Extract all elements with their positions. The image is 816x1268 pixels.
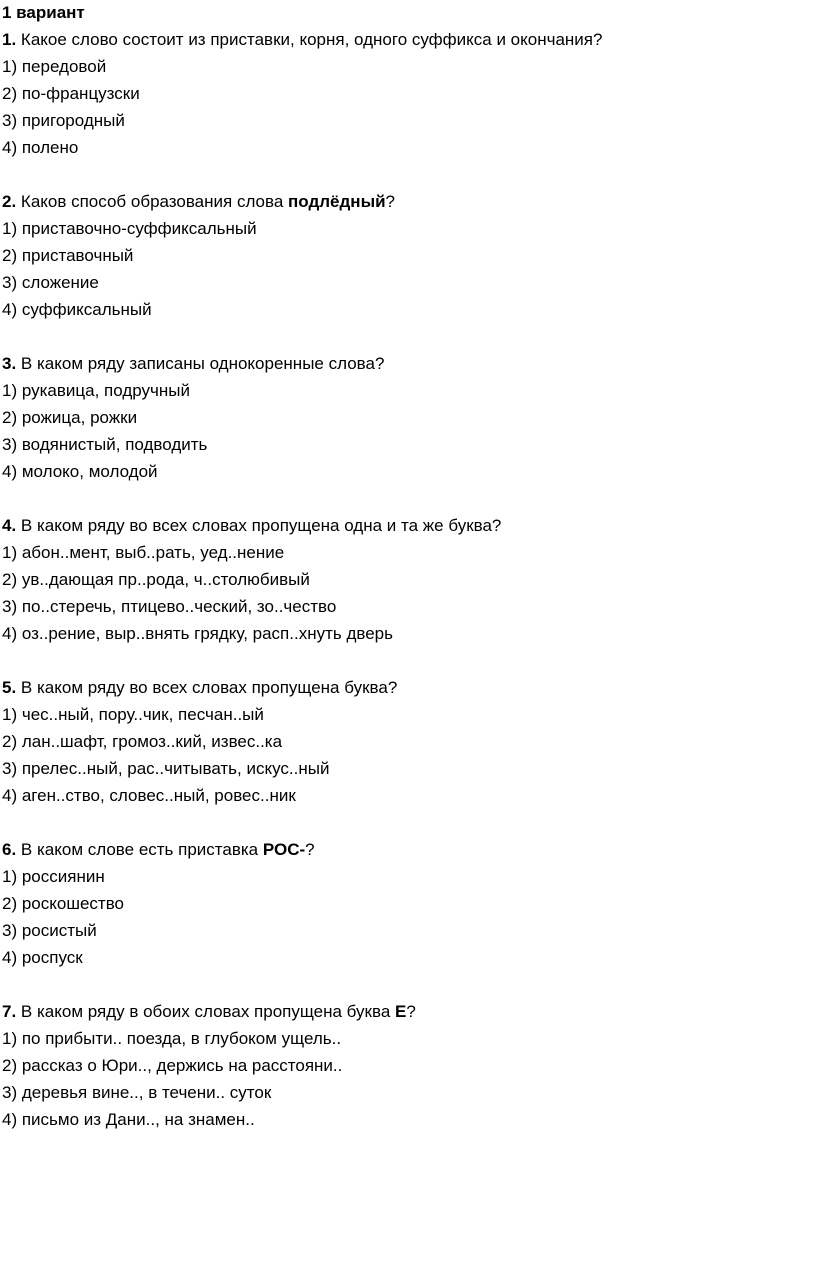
answer-option: 4) оз..рение, выр..внять грядку, расп..хнуть дверь <box>2 624 393 643</box>
spacer <box>2 971 816 998</box>
variant-title: 1 вариант <box>2 3 85 22</box>
question-number: 3. <box>2 354 17 373</box>
question-prompt: В каком ряду во всех словах пропущена буква? <box>16 678 398 697</box>
question-prompt-end: ? <box>406 1002 416 1021</box>
spacer <box>2 161 816 188</box>
answer-option: 3) водянистый, подводить <box>2 435 208 454</box>
question-text <box>2 998 816 1025</box>
question-prompt: В каком ряду записаны однокоренные слова? <box>16 354 385 373</box>
question-keyword: подлёдный <box>288 192 386 211</box>
answer-option: 1) передовой <box>2 57 107 76</box>
question-7 <box>2 998 816 1133</box>
answer-option: 3) росистый <box>2 921 97 940</box>
question-prompt-end: ? <box>305 840 315 859</box>
question-4 <box>2 512 816 647</box>
question-5 <box>2 674 816 809</box>
answer-option: 3) деревья вине.., в течени.. суток <box>2 1083 272 1102</box>
answer-option: 1) рукавица, подручный <box>2 381 190 400</box>
answer-option: 1) абон..мент, выб..рать, уед..нение <box>2 543 285 562</box>
answer-option: 2) рожица, рожки <box>2 408 138 427</box>
answer-option: 4) молоко, молодой <box>2 462 158 481</box>
answer-option: 2) по-французски <box>2 84 140 103</box>
answer-option: 4) аген..ство, словес..ный, ровес..ник <box>2 786 296 805</box>
question-prompt: В каком слове есть приставка <box>16 840 263 859</box>
question-text <box>2 674 816 701</box>
question-number: 6. <box>2 840 17 859</box>
question-keyword: Е <box>395 1002 407 1021</box>
spacer <box>2 323 816 350</box>
answer-option: 1) чес..ный, пору..чик, песчан..ый <box>2 705 264 724</box>
question-text <box>2 512 816 539</box>
question-6 <box>2 836 816 971</box>
answer-option: 2) приставочный <box>2 246 134 265</box>
spacer <box>2 809 816 836</box>
answer-option: 4) суффиксальный <box>2 300 152 319</box>
answer-option: 1) по прибыти.. поезда, в глубоком ущель.. <box>2 1029 342 1048</box>
question-text <box>2 26 816 53</box>
spacer <box>2 647 816 674</box>
question-1 <box>2 26 816 161</box>
answer-option: 2) лан..шафт, громоз..кий, извес..ка <box>2 732 283 751</box>
answer-option: 4) письмо из Дани.., на знамен.. <box>2 1110 255 1129</box>
answer-option: 2) рассказ о Юри.., держись на расстояни.. <box>2 1056 343 1075</box>
question-2 <box>2 188 816 323</box>
question-number: 1. <box>2 30 17 49</box>
question-prompt-end: ? <box>385 192 396 211</box>
question-prompt: Какое слово состоит из приставки, корня, одного суффикса и окончания? <box>16 30 603 49</box>
answer-option: 3) по..стеречь, птицево..ческий, зо..чество <box>2 597 337 616</box>
question-number: 2. <box>2 192 17 211</box>
answer-option: 1) россиянин <box>2 867 105 886</box>
question-prompt: Каков способ образования слова <box>16 192 289 211</box>
answer-option: 2) ув..дающая пр..рода, ч..столюбивый <box>2 570 310 589</box>
question-prompt: В каком ряду во всех словах пропущена одна и та же буква? <box>16 516 502 535</box>
spacer <box>2 485 816 512</box>
answer-option: 3) сложение <box>2 273 99 292</box>
question-text <box>2 350 816 377</box>
answer-option: 2) роскошество <box>2 894 125 913</box>
question-prompt: В каком ряду в обоих словах пропущена буква <box>16 1002 396 1021</box>
answer-option: 3) прелес..ный, рас..читывать, искус..ный <box>2 759 330 778</box>
question-number: 4. <box>2 516 17 535</box>
question-text <box>2 188 816 215</box>
answer-option: 4) роспуск <box>2 948 83 967</box>
question-number: 5. <box>2 678 17 697</box>
answer-option: 4) полено <box>2 138 79 157</box>
question-number: 7. <box>2 1002 17 1021</box>
question-3 <box>2 350 816 485</box>
question-text <box>2 836 816 863</box>
question-keyword: РОС- <box>262 840 306 859</box>
answer-option: 1) приставочно-суффиксальный <box>2 219 257 238</box>
answer-option: 3) пригородный <box>2 111 125 130</box>
